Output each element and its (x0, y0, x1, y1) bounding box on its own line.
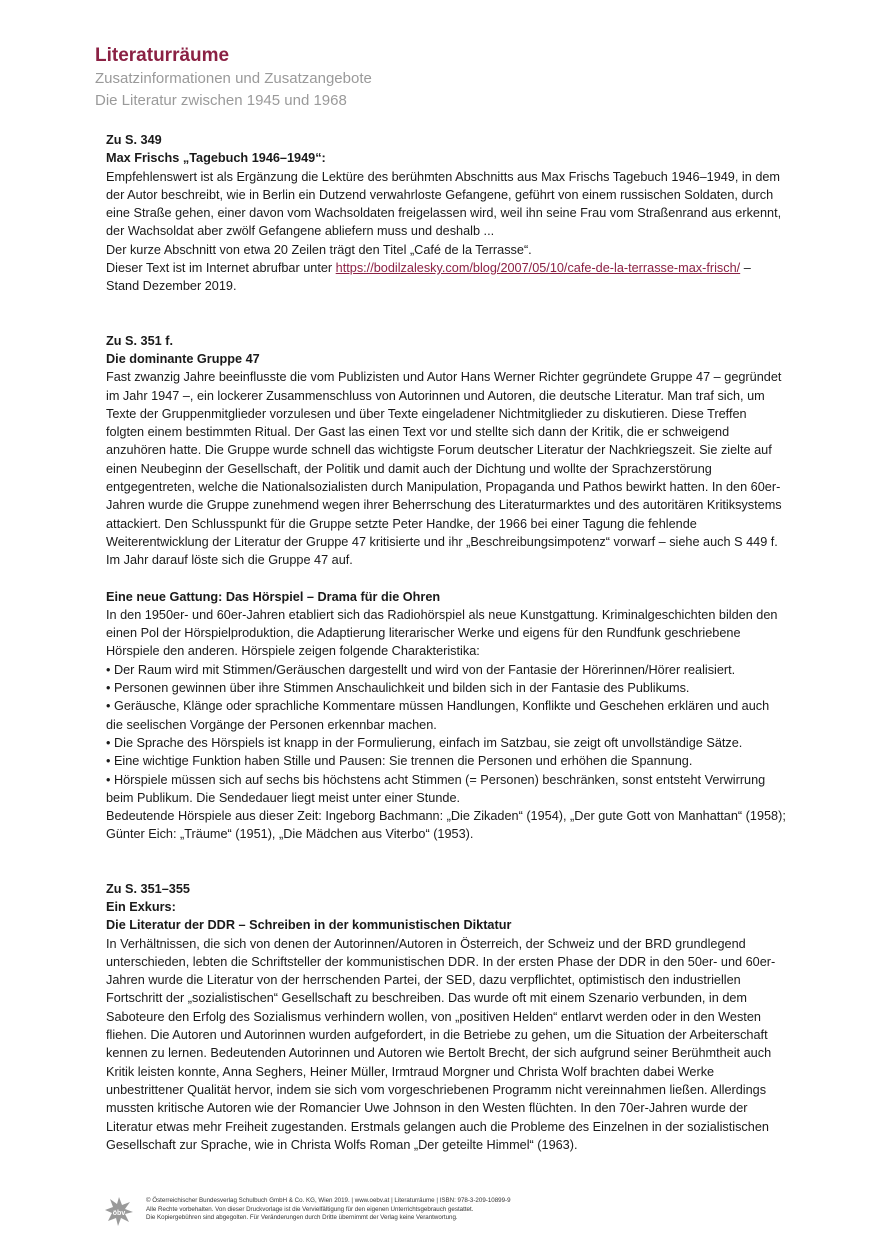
paragraph: In Verhältnissen, die sich von denen der Autorinnen/Autoren in Österreich, der Schweiz und der BRD grundlegend unterschieden, lebten die Schriftsteller der kommunistischen DDR. In der ersten Phase der DDR in den 50er- und 60er- Jahren wurde die Literatur von der herrschenden Partei, der SED, dazu verpflichtet, optimistisch den industriellen Fortschritt der „sozialistischen“ Gesellschaft zu beschreiben. Das wurde oft mit einem Szenario verbunden, in dem Saboteure den Erfolg des Sozialismus verhindern wollen, von „positiven Helden“ entlarvt werden oder in den Westen fliehen. Die Autoren und Autorinnen wurden aufgefordert, in die Betriebe zu gehen, um die Situation der Arbeiterschaft kennen zu lernen. Bedeutenden Autorinnen und Autoren wie Bertolt Brecht, der sich aufgrund seiner Berühmtheit auch Kritik leisten konnte, Anna Seghers, Heiner Müller, Irmtraud Morgner und Christa Wolf brachten dabei Werke unbestrittener Qualität hervor, indem sie sich vom vorgeschriebenen Programm nicht vereinnahmen ließen. Allerdings mussten kritische Autoren wie der Romancier Uwe Johnson in den Westen flüchten. In den 70er-Jahren wurde der Literatur etwas mehr Freiheit zugestanden. Erstmals gelangen auch die Probleme des Einzelnen in der sozialistischen Gesellschaft zur Sprache, wie in Christa Wolfs Roman „Der geteilte Himmel“ (1963). (106, 936, 776, 1152)
section-heading: Max Frischs „Tagebuch 1946–1949“: (106, 151, 326, 166)
link-suffix-text: – Stand Dezember 2019. (106, 261, 751, 294)
bullet-item: • Der Raum wird mit Stimmen/Geräuschen dargestellt und wird von der Fantasie der Hörerinnen/Hörer realisiert. (106, 662, 736, 677)
external-link[interactable]: https://bodilzalesky.com/blog/2007/05/10/cafe-de-la-terrasse-max-frisch/ (335, 261, 741, 276)
section-heading: Die dominante Gruppe 47 (106, 351, 260, 366)
section-heading: Ein Exkurs: (106, 899, 176, 914)
bullet-item: • Personen gewinnen über ihre Stimmen Anschaulichkeit und bilden sich in der Fantasie des Publikums. (106, 681, 690, 696)
logo-text: öbv (112, 1210, 126, 1217)
footer-line: © Österreichischer Bundesverlag Schulbuch GmbH & Co. KG, Wien 2019. | www.oebv.at | Literaturräume | ISBN: 978-3-209-10899-9 (146, 1197, 511, 1204)
page-reference: Zu S. 351–355 (106, 881, 190, 896)
publisher-logo-icon (104, 1196, 134, 1226)
page-title: Literaturräume (95, 45, 230, 66)
paragraph: In den 1950er- und 60er-Jahren etabliert sich das Radiohörspiel als neue Kunstgattung. Kriminalgeschichten bilden den einen Pol der Hörspielproduktion, die Adaptierung literarischer Werke und eigens für den Rundfunk geschriebene Hörspiele den anderen. Hörspiele zeigen folgende Charakteristika: (106, 607, 778, 659)
page-reference: Zu S. 349 (106, 133, 162, 147)
paragraph: Fast zwanzig Jahre beeinflusste die vom Publizisten und Autor Hans Werner Richter gegründete Gruppe 47 – gegründet im Jahr 1947 –, ein lockerer Zusammenschluss von Autorinnen und Autoren, die deutsche Literatur. Man traf sich, um Texte der Gruppenmitglieder vorzulesen und über Texte eingeladener Nichtmitglieder zu diskutieren. Diese Treffen folgten einem bestimmten Ritual. Der Gast las einen Text vor und stellte sich dann der Kritik, die er schweigend anzuhören hatte. Die Gruppe wurde schnell das wichtigste Forum deutscher Literatur der Nachkriegszeit. Sie zielte auf einen Neubeginn der Gesellschaft, der Politik und damit auch der Dichtung und wollte der Sprachzerstörung entgegentreten, welche die Nationalsozialisten durch Manipulation, Propaganda und Pathos bewirkt hatten. In den 60er-Jahren wurde die Gruppe zunehmend wegen ihrer Beherrschung des Literaturmarktes und des autoritären Kritiksystems attackiert. Den Schlusspunkt für die Gruppe setzte Peter Handke, der 1966 bei einer Tagung die fehlende Weiterentwicklung der Literatur der Gruppe 47 kritisierte und ihr „Beschreibungsimpotenz“ vorwarf – siehe auch S 449 f. Im Jahr darauf löste sich die Gruppe 47 auf. (106, 370, 782, 568)
page-reference: Zu S. 351 f. (106, 333, 173, 348)
section-heading: Eine neue Gattung: Das Hörspiel – Drama für die Ohren (106, 589, 441, 604)
paragraph: Der kurze Abschnitt von etwa 20 Zeilen trägt den Titel „Café de la Terrasse“. (106, 242, 532, 257)
bullet-item: • Hörspiele müssen sich auf sechs bis höchstens acht Stimmen (= Personen) beschränken, sonst entsteht Verwirrung beim Publikum. Die Sendedauer liegt meist unter einer Stunde. (106, 772, 766, 805)
section-ddr-literatur (106, 880, 786, 1154)
paragraph: Empfehlenswert ist als Ergänzung die Lektüre des berühmten Abschnitts aus Max Frischs Tagebuch 1946–1949, in dem der Autor beschreibt, wie in Berlin ein Dutzend verwahrloste Gefangene, geführt von einem russischen Soldaten, durch eine Straße gehen, einer davon vom Wachsoldaten freigelassen wird, weil ihn seine Frau vom Straßenrand aus erkennt, der Wachsoldat aber zwölf Gefangene abliefern muss und deshalb ... (106, 169, 782, 239)
paragraph: Bedeutende Hörspiele aus dieser Zeit: Ingeborg Bachmann: „Die Zikaden“ (1954), „Der gute Gott von Manhattan“ (1958); Günter Eich: „Träume“ (1951), „Die Mädchen aus Viterbo“ (1953). (106, 809, 786, 842)
paragraph (106, 259, 786, 296)
document-body (106, 131, 786, 1154)
section-max-frisch (106, 131, 786, 296)
footer-line: Die Kopiergebühren sind abgegolten. Für Veränderungen durch Dritte übernimmt der Verlag keine Verantwortung. (146, 1214, 458, 1221)
page-header (95, 44, 795, 112)
bullet-item: • Eine wichtige Funktion haben Stille und Pausen: Sie trennen die Personen und erhöhen die Spannung. (106, 754, 693, 769)
bullet-item: • Die Sprache des Hörspiels ist knapp in der Formulierung, einfach im Satzbau, sie zeigt oft unvollständige Sätze. (106, 735, 743, 750)
page-footer (104, 1196, 804, 1232)
section-gruppe-47 (106, 332, 786, 570)
copyright-notice (146, 1197, 511, 1223)
link-intro-text: Dieser Text ist im Internet abrufbar unter (106, 261, 336, 276)
section-subheading: Die Literatur der DDR – Schreiben in der kommunistischen Diktatur (106, 918, 512, 933)
footer-line: Alle Rechte vorbehalten. Von dieser Druckvorlage ist die Vervielfältigung für den eigenen Unterrichtsgebrauch gestattet. (146, 1205, 474, 1213)
page-subtitle-1: Zusatzinformationen und Zusatzangebote (95, 70, 372, 87)
bullet-item: • Geräusche, Klänge oder sprachliche Kommentare müssen Handlungen, Konflikte und Geschehen erklären und auch die seelischen Vorgänge der Personen erkennbar machen. (106, 699, 770, 732)
page-subtitle-2: Die Literatur zwischen 1945 und 1968 (95, 92, 347, 109)
section-hoerspiel (106, 588, 786, 844)
